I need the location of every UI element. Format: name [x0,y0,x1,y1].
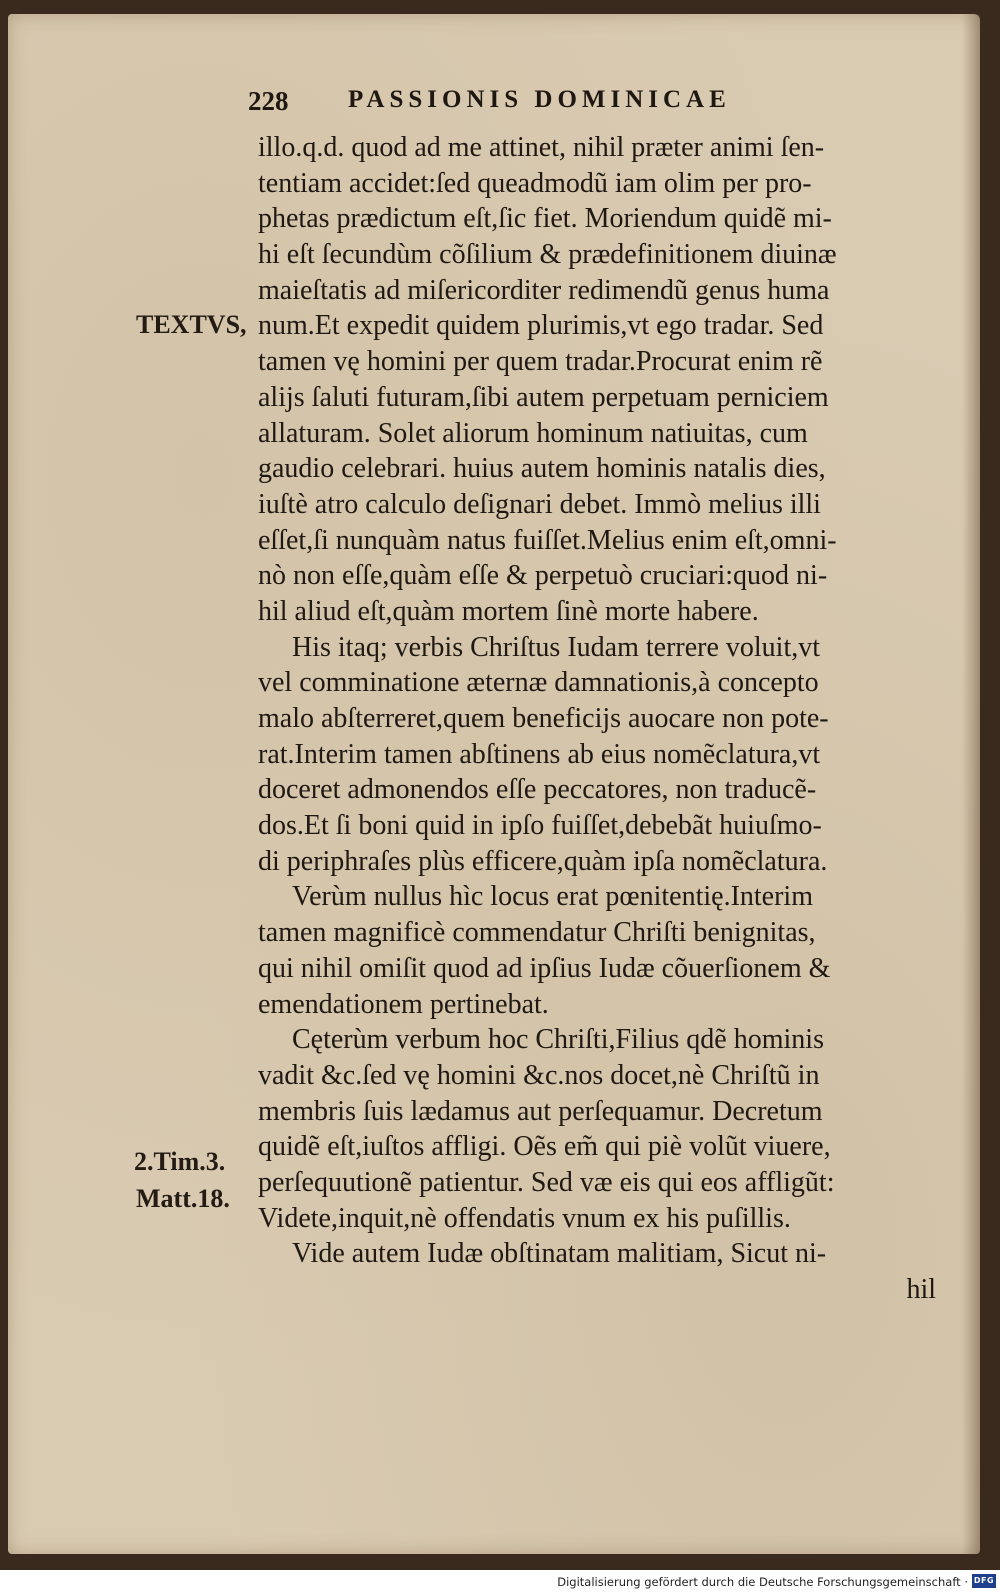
text-line: gaudio celebrari. huius autem hominis natalis dies, [258,453,826,485]
text-line: tamen vę homini per quem tradar.Procurat enim rẽ [258,346,823,378]
text-line: vel comminatione æternæ damnationis,à concepto [258,667,819,699]
text-line: Vide autem Iudæ obſtinatam malitiam, Sicut ni- [292,1238,827,1270]
text-line: tamen magnificè commendatur Chriſti benignitas, [258,917,816,949]
text-line: Verùm nullus hìc locus erat pœnitentię.Interim [292,881,813,913]
text-line: tentiam accidet:ſed queadmodũ iam olim per pro- [258,167,812,199]
page-edge-shadow [962,14,980,1554]
margin-note-textus: TEXTVS, [136,310,247,339]
text-line: His itaq; verbis Chriſtus Iudam terrere voluit,vt [292,631,821,663]
text-line: nò non eſſe,quàm eſſe & perpetuò cruciari:quod ni- [258,560,828,592]
text-line: vadit &c.ſed vę homini &c.nos docet,nè Chriſtũ in [258,1059,820,1091]
text-line: perſequutionẽ patientur. Sed væ eis qui eos affligũt: [258,1166,835,1198]
dfg-logo[interactable]: DFG [972,1574,996,1588]
text-line: maieſtatis ad miſericorditer redimendũ genus huma [258,274,830,306]
text-line: hil aliud eſt,quàm mortem ſinè morte habere. [258,595,759,627]
text-line: allaturam. Solet aliorum hominum natiuitas, cum [258,417,808,449]
running-title: PASSIONIS DOMINICAE [348,86,731,113]
text-line: quidẽ eſt,iuſtos affligi. Oẽs em̃ qui piè volũt viuere, [258,1131,831,1163]
text-line: di periphraſes plùs efficere,quàm ipſa nomẽclatura. [258,845,828,877]
text-line: iuſtè atro calculo deſignari debet. Immò melius illi [258,488,821,520]
text-line: alijs ſaluti futuram,ſibi autem perpetuam perniciem [258,381,829,413]
text-line: illo.q.d. quod ad me attinet, nihil præter animi ſen- [258,132,825,163]
text-line: Cęterùm verbum hoc Chriſti,Filius qdẽ hominis [292,1024,824,1056]
margin-note-tim: 2.Tim.3. [134,1147,226,1176]
text-line: num.Et expedit quidem plurimis,vt ego tradar. Sed [258,310,824,342]
text-line: membris ſuis lædamus aut perſequamur. Decretum [258,1095,823,1127]
text-line: rat.Interim tamen abſtinens ab eius nomẽclatura,vt [258,738,821,770]
catchword: hil [906,1274,936,1305]
text-line: malo abſterreret,quem beneficijs auocare non pote- [258,703,829,734]
digitization-credit: Digitalisierung gefördert durch die Deutsche Forschungsgemeinschaft · [557,1575,968,1589]
text-line: Videte,inquit,nè offendatis vnum ex his puſillis. [258,1202,791,1234]
text-line: dos.Et ſi boni quid in ipſo fuiſſet,debebãt huiuſmo- [258,810,822,842]
text-line: eſſet,ſi nunquàm natus fuiſſet.Melius enim eſt,omni- [258,524,837,556]
page-number: 228 [248,86,289,116]
body-text [258,130,948,1308]
running-head [248,86,848,122]
text-line: doceret admonendos eſſe peccatores, non traducẽ- [258,774,817,806]
text-line: hi eſt ſecundùm cõſilium & prædefinitionem diuinæ [258,239,837,271]
margin-note-matt: Matt.18. [136,1184,230,1213]
text-line: qui nihil omiſit quod ad ipſius Iudæ cõuerſionem & [258,952,831,984]
text-line: emendationem pertinebat. [258,988,549,1020]
text-line: phetas prædictum eſt,ſic fiet. Moriendum quidẽ mi- [258,203,832,235]
